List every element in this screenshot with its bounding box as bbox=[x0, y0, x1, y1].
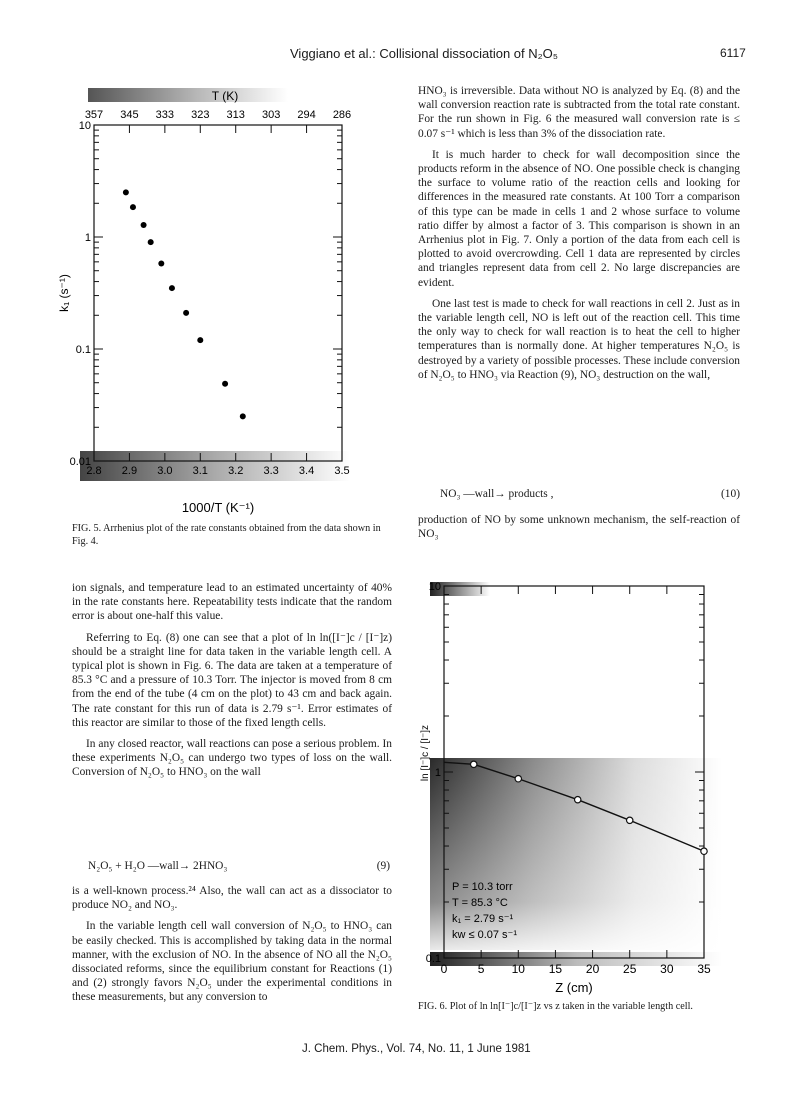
figure-6-caption: FIG. 6. Plot of ln ln[I⁻]c/[I⁻]z vs z taken in the variable length cell. bbox=[418, 1001, 693, 1012]
fig6-data-point bbox=[701, 848, 707, 854]
paragraph: is a well-known process.²⁴ Also, the wall can act as a dissociator to produce NO₂ and NO₃. bbox=[72, 885, 392, 912]
page-number: 6117 bbox=[720, 46, 746, 60]
equation-9 bbox=[88, 860, 390, 872]
fig5-x-tick-label: 3.1 bbox=[192, 465, 208, 477]
paragraph: In the variable length cell wall conversion of N₂O₅ to HNO₃ can be easily checked. This is accomplished by taking data in the normal manner, with the exclusion of NO. In the absence of NO all the N₂O₅ dissociated reforms, since the equilibrium constant for Reactions (1) and (2) strongly favors N₂O₅ under the experimental conditions in these measurements, but any conversion to bbox=[72, 920, 392, 1004]
fig6-x-tick-label: 30 bbox=[660, 962, 674, 976]
fig5-top-tick-labels bbox=[85, 109, 351, 121]
fig6-x-tick-label: 20 bbox=[585, 962, 600, 976]
equation-10-body: NO₃ —wall→ products , bbox=[440, 488, 554, 500]
page-footer: J. Chem. Phys., Vol. 74, No. 11, 1 June 1981 bbox=[302, 1043, 531, 1055]
right-column-text-bottom bbox=[418, 513, 740, 548]
fig6-annotation: T = 85.3 °C bbox=[452, 897, 508, 909]
paragraph: ion signals, and temperature lead to an estimated uncertainty of 40% in the rate constants here. Repeatability tests indicate that the random error is about one-half this value. bbox=[72, 582, 392, 623]
fig5-x-tick-label: 3.0 bbox=[157, 465, 173, 477]
fig5-data-point bbox=[130, 204, 136, 210]
fig5-y-tick-label: 10 bbox=[78, 120, 91, 132]
fig6-y-tick-label: 0.1 bbox=[425, 953, 441, 965]
fig6-y-tick-label: 1 bbox=[434, 767, 441, 779]
fig5-data-point bbox=[183, 310, 189, 316]
fig5-data-point bbox=[123, 189, 129, 195]
fig6-x-tick-label: 15 bbox=[548, 962, 563, 976]
running-header-title: Viggiano et al.: Collisional dissociation of N₂O₅ bbox=[290, 46, 559, 61]
fig6-annotation: k₁ = 2.79 s⁻¹ bbox=[452, 913, 514, 925]
fig5-minor-ticks bbox=[94, 125, 342, 461]
figure-5-arrhenius-plot bbox=[50, 80, 380, 520]
fig6-x-tick-label: 5 bbox=[477, 962, 485, 976]
fig5-data-point bbox=[148, 239, 154, 245]
fig5-y-tick-labels bbox=[70, 120, 91, 468]
fig5-data-points bbox=[123, 189, 246, 419]
paragraph: production of NO by some unknown mechanism, the self-reaction of NO₃ bbox=[418, 514, 740, 541]
fig5-y-tick-label: 1 bbox=[84, 232, 91, 244]
fig6-y-axis-label: ln [I⁻]c / [I⁻]z bbox=[420, 724, 431, 782]
fig6-x-tick-label: 35 bbox=[697, 962, 711, 976]
left-column-text-bottom bbox=[72, 884, 392, 1012]
paragraph: One last test is made to check for wall reactions in cell 2. Just as in the variable length cell, NO is left out of the reaction cell. This time the only way to check for wall reaction is to heat the cell to higher temperatures than is normally done. At higher temperatures N₂O₅ is destroyed by a variety of possible processes. These include conversion of N₂O₅ to HNO₃ via Reaction (9), NO₃ destruction on the wall, bbox=[418, 297, 740, 381]
fig5-x-tick-label: 3.2 bbox=[228, 465, 244, 477]
fig5-x-axis-label: 1000/T (K⁻¹) bbox=[181, 500, 255, 515]
fig5-top-tick-label: 286 bbox=[332, 109, 352, 121]
paragraph: Referring to Eq. (8) one can see that a plot of ln ln([I⁻]c / [I⁻]z) should be a straight line for data taken in the variable length cell. A typical plot is shown in Fig. 6. The data are taken at a temperature of 85.3 °C and a pressure of 10.3 Torr. The injector is moved from 8 cm from the end of the tube (4 cm on the plot) to 43 cm and back again. The rate constant for this run of data is 2.79 s⁻¹. Error estimates of this reactor are similar to those of the fixed length cells. bbox=[72, 631, 392, 729]
paragraph: HNO₃ is irreversible. Data without NO is analyzed by Eq. (8) and the wall conversion reaction rate is subtracted from the total rate constant. For the run shown in Fig. 6 the measured wall conversion rate is ≤ 0.07 s⁻¹ which is less than 3% of the dissociation rate. bbox=[418, 85, 740, 140]
fig6-annotation: P = 10.3 torr bbox=[452, 881, 513, 893]
fig5-top-tick-label: 323 bbox=[191, 109, 210, 121]
fig5-top-tick-label: 357 bbox=[84, 109, 104, 121]
equation-10-number: (10) bbox=[721, 488, 740, 500]
fig5-x-tick-label: 2.9 bbox=[121, 465, 138, 477]
figure-5-caption: FIG. 5. Arrhenius plot of the rate constants obtained from the data shown in Fig. 4. bbox=[72, 523, 381, 547]
fig6-data-point bbox=[471, 761, 477, 767]
fig5-data-point bbox=[158, 260, 164, 266]
fig5-y-tick-label: 0.01 bbox=[69, 456, 91, 468]
fig5-x-tick-label: 2.8 bbox=[86, 465, 102, 477]
fig5-y-axis-label: k₁ (s⁻¹) bbox=[57, 274, 71, 312]
fig6-y-tick-label: 10 bbox=[428, 581, 441, 593]
fig5-y-tick-label: 0.1 bbox=[75, 344, 91, 356]
fig5-top-tick-label: 313 bbox=[226, 109, 245, 121]
figure-6-plot bbox=[414, 578, 740, 998]
paragraph: It is much harder to check for wall decomposition since the products reform in the absence of NO. One possible check is changing the surface to volume ratio of the reaction cells and looking for differences in the measured rate constants. At 100 Torr a comparison of this type can be made in cells 1 and 2 whose surface to volume ratio differ by almost a factor of 3. This comparison is shown in an Arrhenius plot in Fig. 7. Only a portion of the data from each cell is plotted to avoid overcrowding. Cell 1 data are represented by circles and triangles represent data from cell 2. No large discrepancies are evident. bbox=[418, 148, 740, 289]
fig5-x-tick-label: 3.3 bbox=[263, 465, 279, 477]
fig6-data-point bbox=[515, 776, 521, 782]
fig6-annotation: kw ≤ 0.07 s⁻¹ bbox=[452, 929, 518, 941]
fig5-top-band bbox=[88, 88, 288, 102]
fig5-data-point bbox=[141, 222, 147, 228]
fig5-x-tick-label: 3.5 bbox=[334, 465, 350, 477]
equation-9-number: (9) bbox=[376, 860, 390, 872]
fig5-top-tick-label: 333 bbox=[155, 109, 175, 121]
fig6-x-tick-label: 10 bbox=[511, 962, 525, 976]
fig5-top-tick-label: 345 bbox=[120, 109, 139, 121]
fig5-plot-frame bbox=[94, 125, 342, 461]
fig5-data-point bbox=[222, 381, 228, 387]
fig5-data-point bbox=[197, 337, 203, 343]
fig5-top-axis-label: T (K) bbox=[211, 89, 239, 103]
fig5-top-tick-label: 294 bbox=[297, 109, 316, 121]
fig6-x-tick-label: 0 bbox=[440, 962, 448, 976]
paragraph: In any closed reactor, wall reactions can pose a serious problem. In these experiments N₂O₅ can undergo two types of loss on the wall. Conversion of N₂O₅ to HNO₃ on the wall bbox=[72, 738, 392, 779]
fig5-data-point bbox=[240, 413, 246, 419]
fig6-data-point bbox=[627, 817, 633, 823]
equation-9-body: N₂O₅ + H₂O —wall→ 2HNO₃ bbox=[88, 860, 228, 872]
equation-10 bbox=[440, 488, 740, 500]
fig5-x-tick-label: 3.4 bbox=[298, 465, 315, 477]
fig6-x-axis-label: Z (cm) bbox=[555, 980, 593, 995]
fig6-x-tick-label: 25 bbox=[623, 962, 637, 976]
fig6-bottom-band bbox=[430, 952, 722, 966]
fig5-data-point bbox=[169, 285, 175, 291]
right-column-text-top bbox=[418, 84, 740, 389]
fig6-data-point bbox=[575, 796, 581, 802]
fig5-top-tick-label: 303 bbox=[261, 109, 281, 121]
left-column-text-top bbox=[72, 581, 392, 787]
